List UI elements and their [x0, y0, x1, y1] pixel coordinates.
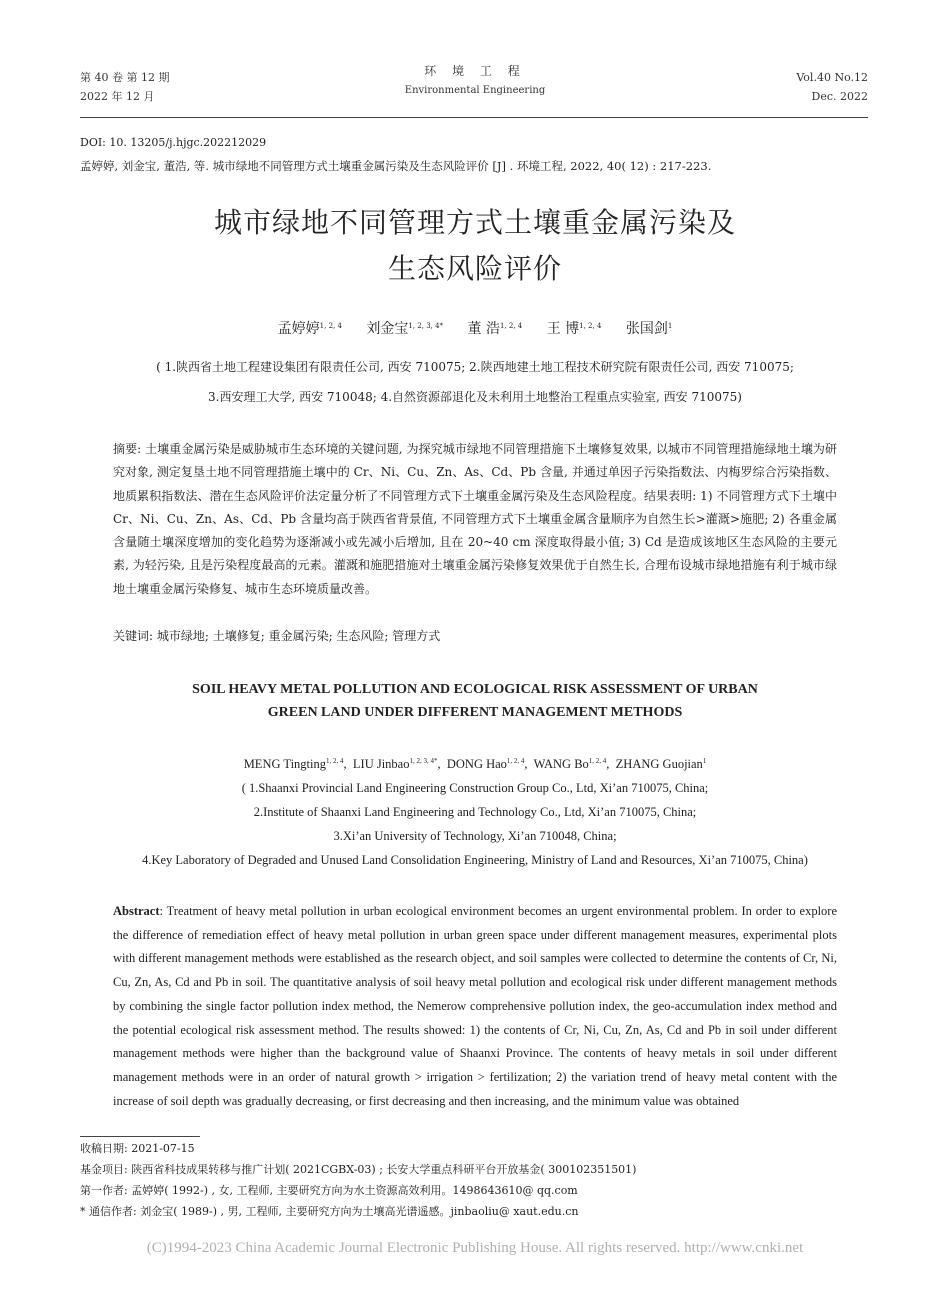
abstract-cn: 摘要: 土壤重金属污染是威胁城市生态环境的关键问题, 为探究城市绿地不同管理措施下土壤修复效果, 以城市不同管理措施绿地土壤为研究对象, 测定复垦土地不同管理措施土壤中的 Cr、Ni、Cu、Zn、As、Cd、Pb 含量, 并通过单因子污染指数法、内梅罗综合污染指数、地质累积指数法、潜在生态风险评价法定量分析了不同管理方式下土壤重金属污染及生态风险程度。结果表明: 1) 不同管理方式下土壤中 Cr、Ni、Cu、Zn、As、Cd、Pb 含量均高于陕西省背景值, 不同管理方式下土壤重金属含量顺序为自然生长>灌溉>施肥; 2) 各重金属含量随土壤深度增加的变化趋势为逐渐减小或先减小后增加, 且在 20~40 cm 深度取得最小值; 3) Cd 是造成该地区生态风险的主要元素, 为轻污染, 且是污染程度最高的元素。灌溉和施肥措施对土壤重金属污染修复效果优于自然生长, 合理布设城市绿地措施有利于城市绿地土壤重金属污染修复、城市生态环境质量改善。 — [113, 442, 837, 596]
title-line-1: 城市绿地不同管理方式土壤重金属污染及 — [213, 206, 736, 239]
affiliation-cn-1: ( 1.陕西省土地工程建设集团有限责任公司, 西安 710075; 2.陕西地建土地工程技术研究院有限责任公司, 西安 710075; — [156, 360, 794, 374]
footnote-received: 收稿日期: 2021-07-15 — [80, 1142, 195, 1155]
journal-name-cn: 环 境 工 程 — [424, 64, 526, 78]
author-en: WANG Bo$^{1, 2, 4}$, — [533, 757, 613, 771]
header-rule — [80, 117, 868, 118]
doi[interactable]: DOI: 10. 13205/j.hjgc.202212029 — [80, 136, 267, 149]
abstract-en — [113, 900, 837, 1113]
footnote-rule — [80, 1136, 200, 1137]
publication-date-en: Dec. 2022 — [811, 90, 868, 103]
author-en: MENG Tingting$^{1, 2, 4}$, — [243, 757, 350, 771]
author-en: DONG Hao$^{1, 2, 4}$, — [446, 757, 531, 771]
authors-cn — [0, 318, 950, 338]
citation: 孟婷婷, 刘金宝, 董浩, 等. 城市绿地不同管理方式土壤重金属污染及生态风险评价 [J] . 环境工程, 2022, 40( 12) : 217-223. — [80, 159, 712, 173]
abstract-en-text: : Treatment of heavy metal pollution in urban ecological environment becomes an urgent environmental problem. In order to explore the difference of remediation effect of heavy metal pollution in urban green space under different management measures, experimental plots with different management methods were established as the research object, and soil samples were collected to determine the contents of Cr, Ni, Cu, Zn, As, Cd and Pb in soil. The quantitative analysis of soil heavy metal pollution and ecological risk under different management methods by combining the single factor pollution index method, the Nemerow comprehensive pollution index, the geo-accumulation index method and the potential ecological risk assessment method. The results showed: 1) the contents of Cr, Ni, Cu, Zn, As, Cd and Pb in soil under different management methods were higher than the background value of Shaanxi Province. The contents of heavy metals in soil under different management methods were in an order of natural growth > irrigation > fertilization; 2) the variation trend of heavy metal content with the increase of soil depth was gradually decreasing, or first decreasing and then increasing, and the minimum value was obtained — [113, 904, 837, 1108]
author-cn: 董 浩$^{1, 2, 4}$ — [467, 321, 523, 337]
affiliation-en-1: ( 1.Shaanxi Provincial Land Engineering Construction Group Co., Ltd, Xi’an 710075, China; — [241, 781, 709, 795]
author-cn: 孟婷婷$^{1, 2, 4}$ — [277, 321, 342, 337]
affiliation-en-3: 3.Xi’an University of Technology, Xi’an 710048, China; — [333, 829, 617, 843]
paper-title-cn — [0, 200, 950, 292]
abstract-en-label: Abstract — [113, 904, 160, 918]
footnote-corresponding-author: * 通信作者: 刘金宝( 1989-) , 男, 工程师, 主要研究方向为土壤高光谱遥感。jinbaoliu@ xaut.edu.cn — [80, 1205, 579, 1218]
author-en: LIU Jinbao$^{1, 2, 3, 4*}$, — [352, 757, 444, 771]
author-cn: 刘金宝$^{1, 2, 3, 4*}$ — [366, 321, 444, 337]
footnote-first-author: 第一作者: 孟婷婷( 1992-) , 女, 工程师, 主要研究方向为水土资源高效利用。1498643610@ qq.com — [80, 1184, 578, 1197]
copyright-watermark: (C)1994-2023 China Academic Journal Electronic Publishing House. All rights reserved. http://www.cnki.net — [146, 1240, 804, 1256]
author-en: ZHANG Guojian$^1$ — [615, 757, 707, 771]
authors-en — [0, 757, 950, 772]
title-en-line-2: GREEN LAND UNDER DIFFERENT MANAGEMENT METHODS — [267, 705, 683, 720]
keywords-cn: 关键词: 城市绿地; 土壤修复; 重金属污染; 生态风险; 管理方式 — [113, 629, 441, 643]
volume-issue-en: Vol.40 No.12 — [796, 71, 868, 84]
journal-name-en: Environmental Engineering — [404, 85, 546, 96]
paper-title-en — [0, 678, 950, 724]
publication-date: 2022 年 12 月 — [80, 90, 155, 103]
title-line-2: 生态风险评价 — [387, 252, 562, 285]
author-cn: 王 博$^{1, 2, 4}$ — [546, 321, 602, 337]
affiliation-en-4: 4.Key Laboratory of Degraded and Unused Land Consolidation Engineering, Ministry of Land and Resources, Xi’an 710075, China) — [142, 853, 808, 867]
volume-issue: 第 40 卷 第 12 期 — [80, 71, 170, 84]
affiliation-en-2: 2.Institute of Shaanxi Land Engineering and Technology Co., Ltd, Xi’an 710075, China; — [253, 805, 697, 819]
affiliation-cn-2: 3.西安理工大学, 西安 710048; 4.自然资源部退化及未利用土地整治工程重点实验室, 西安 710075) — [208, 390, 742, 404]
title-en-line-1: SOIL HEAVY METAL POLLUTION AND ECOLOGICAL RISK ASSESSMENT OF URBAN — [192, 682, 758, 697]
footnote-funding: 基金项目: 陕西省科技成果转移与推广计划( 2021CGBX-03) ; 长安大学重点科研平台开放基金( 300102351501) — [80, 1163, 637, 1176]
header-right — [796, 68, 868, 106]
author-cn: 张国剑$^1$ — [625, 321, 673, 337]
